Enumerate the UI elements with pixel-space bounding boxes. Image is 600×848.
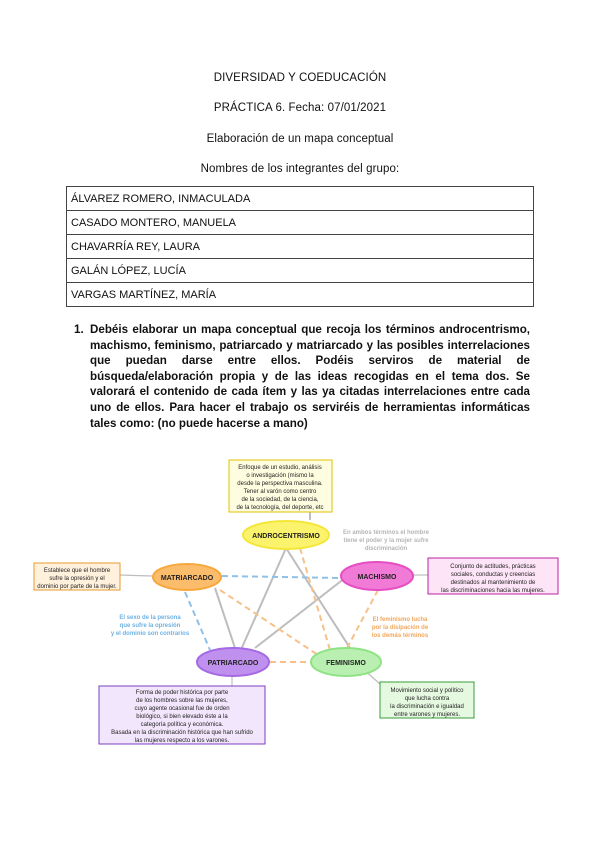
machismo-definition-line: Conjunto de actitudes, prácticas (450, 564, 536, 570)
task-number: 1. (74, 323, 84, 336)
member-name: VARGAS MARTÍNEZ, MARÍA (67, 283, 534, 307)
relation-label-feminismo: por la disipación de (371, 625, 429, 631)
patriarcado-definition-line: de los hombres sobre las mujeres, (136, 698, 228, 704)
relation-label-opposite: El sexo de la persona (119, 615, 181, 621)
connector-matriarcado-machismo (222, 576, 340, 578)
node-androcentrismo-label: ANDROCENTRISMO (252, 533, 320, 540)
androcentrismo-definition-line: de la tecnología, del deporte, etc (236, 505, 324, 511)
relation-label-andro-machismo: tiene el poder y la mujer sufre (343, 538, 429, 544)
node-patriarcado-label: PATRIARCADO (207, 660, 259, 667)
machismo-definition-line: las discriminaciones hacia las mujeres. (441, 588, 545, 594)
feminismo-definition-line: entre varones y mujeres. (393, 712, 461, 718)
androcentrismo-definition-line: Enfoque de un estudio, análisis (238, 465, 322, 471)
androcentrismo-definition-line: desde la perspectiva masculina. (237, 481, 323, 487)
relation-label-opposite: que sufre la opresión (119, 623, 181, 629)
patriarcado-definition-line: cuyo agente ocasional fue de orden (134, 706, 230, 712)
patriarcado-definition-line: Forma de poder histórica por parte (135, 690, 229, 696)
member-name: ÁLVAREZ ROMERO, INMACULADA (67, 187, 534, 211)
relation-label-opposite: y el dominio son contrarios (110, 631, 190, 637)
relation-label-feminismo: los demás términos (371, 633, 429, 639)
relation-label-feminismo: El feminismo lucha (372, 617, 428, 623)
feminismo-definition-line: que lucha contra (404, 696, 450, 702)
member-name: GALÁN LÓPEZ, LUCÍA (67, 259, 534, 283)
document-title: DIVERSIDAD Y COEDUCACIÓN (213, 72, 387, 84)
member-name: CASADO MONTERO, MANUELA (67, 211, 534, 235)
node-machismo-label: MACHISMO (357, 574, 397, 581)
matriarcado-definition-line: Establece que el hombre (43, 568, 111, 574)
connector-matriarcado-definition (120, 575, 152, 576)
patriarcado-definition-line: las mujeres respecto a los varones. (134, 738, 230, 744)
member-name: CHAVARRÍA REY, LAURA (67, 235, 534, 259)
patriarcado-definition-line: biológico, si bien elevado éste a la (136, 714, 228, 720)
androcentrismo-definition-line: Tener al varón como centro (243, 489, 317, 495)
relation-label-andro-machismo: discriminación (364, 546, 408, 552)
connector-matriarcado-patriarcado-dashed (185, 592, 210, 650)
node-matriarcado-label: MATRIARCADO (160, 575, 214, 582)
task-text: Debéis elaborar un mapa conceptual que recoja los términos androcentrismo, machismo, feminismo, patriarcado y matriarcado y las posibles interrelaciones que puedan darse entre ellos. Podéis serviros de material de búsqueda/elaboración propia y de las ideas recogidas en el tema dos. Se valorará el contenido de cada ítem y las ya citadas interrelaciones entre cada uno de ellos. Para hacer el trabajo os serviréis de herramientas informáticas tales como: (no puede hacerse a mano) (90, 323, 530, 430)
members-label: Nombres de los integrantes del grupo: (200, 163, 400, 175)
machismo-definition-line: destinados al mantenimiento de (450, 580, 536, 586)
document-subtitle: Elaboración de un mapa conceptual (206, 133, 394, 145)
feminismo-definition-line: Movimiento social y político (390, 688, 464, 694)
matriarcado-definition-line: sufre la opresión y el (49, 576, 105, 582)
feminismo-definition-line: la discriminación e igualdad (390, 704, 464, 710)
androcentrismo-definition-line: o investigación (mismo la (246, 473, 314, 479)
relation-label-andro-machismo: En ambos términos el hombre (342, 530, 430, 536)
connector-andro-feminismo-dashed (300, 548, 330, 650)
matriarcado-definition-line: dominio por parte de la mujer. (37, 584, 117, 590)
node-feminismo-label: FEMINISMO (326, 660, 366, 667)
machismo-definition-line: sociales, conductas y creencias (450, 572, 536, 578)
androcentrismo-definition-line: de la sociedad, de la ciencia, (241, 497, 319, 503)
connector-andro-patriarcado (240, 548, 286, 652)
practice-date: PRÁCTICA 6. Fecha: 07/01/2021 (213, 102, 387, 114)
patriarcado-definition-line: Basada en la discriminación histórica que han sufrido (111, 730, 253, 736)
patriarcado-definition-line: categoría política y económica. (140, 722, 224, 728)
